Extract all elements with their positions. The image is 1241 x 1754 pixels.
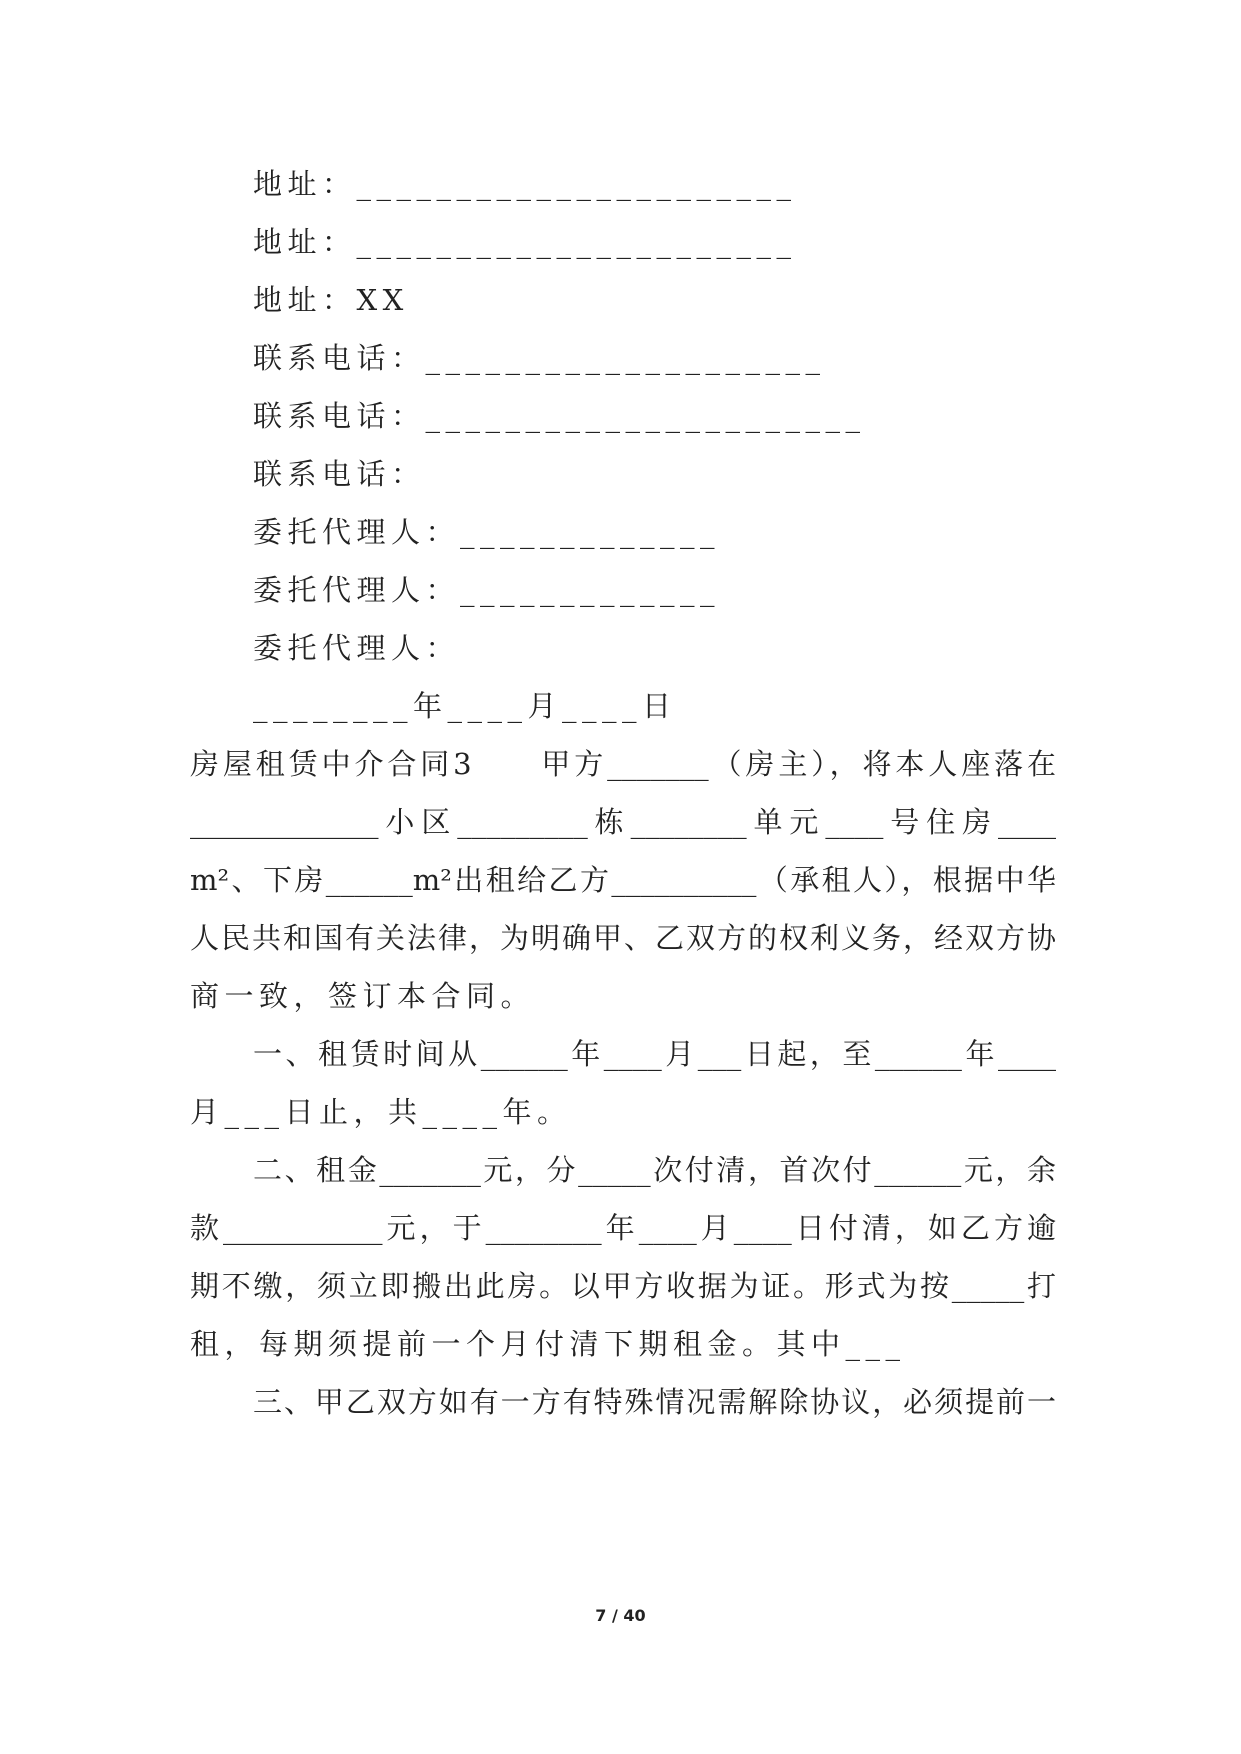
paragraph-line: 人民共和国有关法律，为明确甲、乙双方的权利义务，经双方协 (190, 921, 1056, 955)
agent-line-3: 委托代理人： (253, 631, 461, 665)
clause-2-line: 期不缴，须立即搬出此房。以甲方收据为证。形式为按_____打 (190, 1269, 1056, 1303)
clause-2-line: 租，每期须提前一个月付清下期租金。其中___ (190, 1327, 906, 1361)
clause-2-line: 款___________元，于________年____月____日付清，如乙方逾 (190, 1211, 1056, 1245)
contract-title-line: 房屋租赁中介合同3 甲方_______（房主），将本人座落在 (190, 747, 1056, 781)
agent-line-2: 委托代理人：_____________ (253, 573, 721, 607)
phone-line-1: 联系电话：____________________ (253, 341, 826, 375)
clause-1-line: 一、租赁时间从______年____月___日起，至______年____ (253, 1037, 1056, 1071)
page-number: 7 / 40 (595, 1606, 646, 1625)
agent-line-1: 委托代理人：_____________ (253, 515, 721, 549)
clause-3-line: 三、甲乙双方如有一方有特殊情况需解除协议，必须提前一 (253, 1385, 1056, 1419)
clause-1-line: 月___日止，共____年。 (190, 1095, 572, 1129)
date-line: ________年____月____日 (253, 689, 677, 723)
phone-line-3: 联系电话： (253, 457, 426, 491)
paragraph-line: _____________小区_________栋________单元____号住房____ (190, 805, 1056, 839)
phone-line-2: 联系电话：______________________ (253, 399, 866, 433)
address-line-2: 地址：______________________ (253, 225, 797, 259)
paragraph-line: m²、下房______m²出租给乙方__________（承租人），根据中华 (190, 863, 1056, 897)
address-line-1: 地址：______________________ (253, 167, 797, 201)
address-line-3: 地址：XX (253, 283, 409, 317)
paragraph-line: 商一致，签订本合同。 (190, 979, 536, 1013)
clause-2-line: 二、租金_______元，分_____次付清，首次付______元，余 (253, 1153, 1056, 1187)
